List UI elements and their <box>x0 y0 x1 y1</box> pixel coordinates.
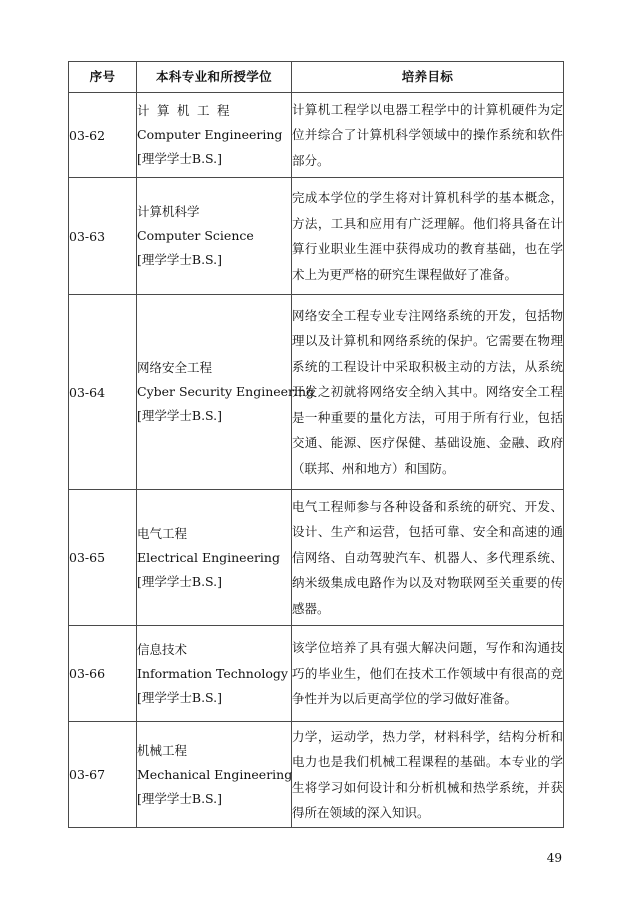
column-header-serial-number: 序号 <box>69 62 137 93</box>
training-objective-text: 完成本学位的学生将对计算机科学的基本概念，方法，工具和应用有广泛理解。他们将具备在计算行业职业生涯中获得成功的教育基础，也在学术上为更严格的研究生课程做好了准备。 <box>292 190 563 282</box>
column-header-training-objective: 培养目标 <box>292 62 564 93</box>
major-name-english: Computer Science <box>137 228 254 243</box>
cell-training-objective <box>292 626 564 722</box>
major-name-english: Information Technology <box>137 665 288 681</box>
training-objective-text: 计算机工程学以电器工程学中的计算机硬件为定位并综合了计算机科学领域中的操作系统和软件部分。 <box>292 101 563 168</box>
table-header <box>69 62 564 93</box>
major-name-english: Computer Engineering <box>137 127 283 142</box>
degree-awarded: [理学学士B.S.] <box>137 252 223 267</box>
training-objective-text: 力学，运动学，热力学，材料科学，结构分析和电力也是我们机械工程课程的基础。本专业的学生将学习如何设计和分析机械和热学系统，并获得所在领域的深入知识。 <box>292 728 563 820</box>
table-row <box>69 295 564 490</box>
training-objective-text: 该学位培养了具有强大解决问题，写作和沟通技巧的毕业生，他们在技术工作领域中有很高的竞争性并为以后更高学位的学习做好准备。 <box>292 640 563 707</box>
table-row <box>69 178 564 295</box>
cell-serial-number: 03-66 <box>69 626 137 722</box>
cell-serial-number: 03-65 <box>69 490 137 626</box>
major-name-chinese: 计算机工程 <box>137 103 238 118</box>
column-header-major-and-degree: 本科专业和所授学位 <box>137 62 292 93</box>
cell-serial-number: 03-62 <box>69 93 137 178</box>
degree-awarded: [理学学士B.S.] <box>137 790 223 806</box>
training-objective-text: 电气工程师参与各种设备和系统的研究、开发、设计、生产和运营，包括可靠、安全和高速的通信网络、自动驾驶汽车、机器人、多代理系统、纳米级集成电路作为以及对物联网至关重要的传感器。 <box>292 498 563 616</box>
major-name-chinese: 机械工程 <box>137 742 188 758</box>
cell-serial-number: 03-63 <box>69 178 137 295</box>
cell-major-and-degree <box>137 722 292 828</box>
cell-major-and-degree <box>137 626 292 722</box>
degree-awarded: [理学学士B.S.] <box>137 689 223 705</box>
cell-major-and-degree <box>137 295 315 490</box>
page-number: 49 <box>546 851 562 865</box>
degree-awarded: [理学学士B.S.] <box>137 573 223 589</box>
cell-major-and-degree <box>137 178 292 295</box>
major-name-chinese: 网络安全工程 <box>137 360 213 375</box>
cell-serial-number: 03-67 <box>69 722 137 828</box>
cell-training-objective <box>292 93 564 178</box>
major-name-english: Cyber Security Engineering <box>137 384 315 399</box>
cell-training-objective <box>292 178 564 295</box>
table-row <box>69 490 564 626</box>
cell-major-and-degree <box>137 93 292 178</box>
degree-awarded: [理学学士B.S.] <box>137 408 223 423</box>
table-row <box>69 93 564 178</box>
table-row <box>69 626 564 722</box>
cell-training-objective <box>292 490 564 626</box>
cell-training-objective <box>292 295 564 490</box>
cell-major-and-degree <box>137 490 292 626</box>
cell-training-objective <box>292 722 564 828</box>
major-name-chinese: 电气工程 <box>137 525 188 541</box>
table-header-row <box>69 62 564 93</box>
major-name-chinese: 信息技术 <box>137 641 188 657</box>
cell-serial-number: 03-64 <box>69 295 137 490</box>
major-name-english: Electrical Engineering <box>137 549 280 565</box>
degree-awarded: [理学学士B.S.] <box>137 151 223 166</box>
training-objective-text: 网络安全工程专业专注网络系统的开发，包括物理以及计算机和网络系统的保护。它需要在物理系统的工程设计中采取积极主动的方法，从系统开发之初就将网络安全纳入其中。网络安全工程是一种重要的量化方法，可用于所有行业，包括交通、能源、医疗保健、基础设施、金融、政府（联邦、州和地方）和国防。 <box>292 307 563 476</box>
table-body <box>69 93 564 828</box>
undergraduate-degree-table <box>68 61 564 828</box>
major-name-english: Mechanical Engineering <box>137 766 293 782</box>
table-row <box>69 722 564 828</box>
major-name-chinese: 计算机科学 <box>137 204 200 219</box>
